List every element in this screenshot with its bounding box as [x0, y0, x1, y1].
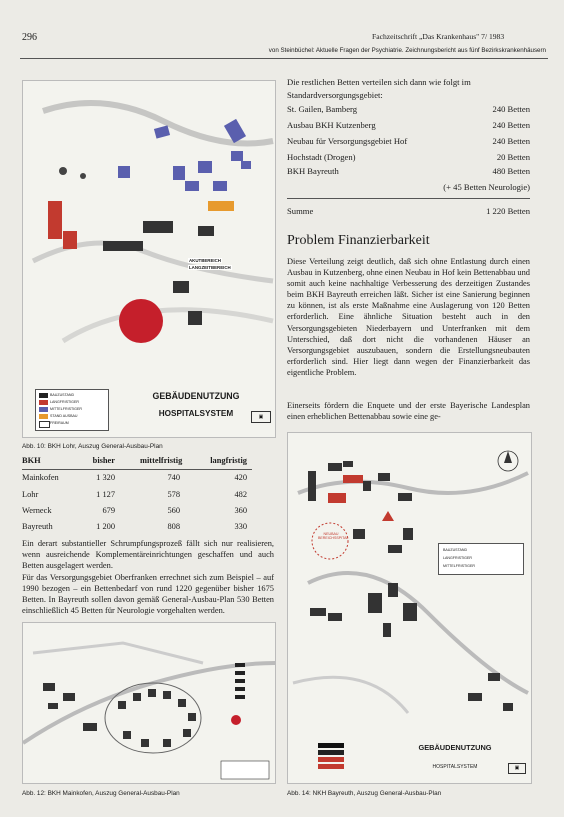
journal-title: Fachzeitschrift „Das Krankenhaus" 7/ 1983 [372, 32, 505, 41]
stats-header-mittel: mittelfristig [140, 456, 183, 465]
neurology-note: (+ 45 Betten Neurologie) [443, 182, 530, 192]
lohr-logo-icon: ▣ [251, 411, 271, 423]
lohr-label-langzeit: LANGZEITBEREICH [189, 265, 231, 270]
bed-row: BKH Bayreuth 480 Betten [287, 166, 530, 176]
lohr-legend-item: MITTELFRISTIGER [50, 407, 82, 411]
bed-row: Neubau für Versorgungsgebiet Hof 240 Betten [287, 136, 530, 146]
bayreuth-key-item: BAUZUSTAND [443, 548, 468, 552]
mainkofen-site-map [23, 623, 275, 783]
lohr-site-map [23, 81, 275, 437]
lohr-title: GEBÄUDENUTZUNG [152, 391, 240, 401]
figure-mainkofen-plan [22, 622, 276, 784]
lohr-label-akut: AKUTBEREICH [189, 258, 221, 263]
stats-rule [22, 469, 252, 470]
header-rule [20, 58, 548, 59]
lohr-legend-item: LANGFRISTIGER [50, 400, 79, 404]
lohr-legend [35, 389, 109, 431]
article-subtitle: von Steinbüchel: Aktuelle Fragen der Psychiatrie. Zeichnungsbericht aus fünf Bezirkskrankenhäusern [268, 47, 546, 54]
right-paragraph-2: Einerseits fördern die Enquete und der erste Bayerische Landesplan einen erheblichen Bettenabbau sowie eine ge- [287, 401, 530, 422]
stats-header-bkh: BKH [22, 456, 41, 465]
bayreuth-subtitle: HOSPITALSYSTEM [432, 764, 478, 770]
bayreuth-key-item: LANGFRISTIGER [443, 556, 472, 560]
bayreuth-key-item: MITTELFRISTIGER [443, 564, 475, 568]
bayreuth-circle-label: NEUBAU BEREICHSSPITAL [318, 532, 349, 540]
bed-row: Ausbau BKH Kutzenberg 240 Betten [287, 120, 530, 130]
bayreuth-title-box [410, 743, 500, 777]
bed-row: St. Gailen, Bamberg 240 Betten [287, 104, 530, 114]
table-row: Mainkofen [22, 473, 59, 482]
bed-row: Hochstadt (Drogen) 20 Betten [287, 152, 530, 162]
lohr-subtitle: HOSPITALSYSTEM [158, 409, 234, 418]
lohr-legend-item: FREIRAUM [50, 421, 69, 425]
left-paragraph-1: Ein derart substantieller Schrumpfungsprozeß fällt sich nur realisieren, wenn ausreichende Komplementäreinrichtungen geschaffen und auch Betten ausgelagert werden. [22, 539, 274, 570]
sum-row: Summe 1 220 Betten [287, 206, 530, 216]
stats-header-lang: langfristig [210, 456, 247, 465]
bed-intro: Die restlichen Betten verteilen sich dann wie folgt im Standardversorgungsgebiet: [287, 77, 471, 100]
sum-rule [287, 198, 530, 199]
figure-mainkofen-caption: Abb. 12: BKH Mainkofen, Auszug General-Ausbau-Plan [22, 790, 180, 797]
table-row: Lohr [22, 490, 39, 499]
bayreuth-logo-icon: ▣ [508, 763, 526, 774]
table-row: Bayreuth [22, 522, 53, 531]
bayreuth-key [438, 543, 524, 575]
page-number: 296 [22, 32, 37, 43]
figure-bayreuth-plan [287, 432, 532, 784]
stats-header-bisher: bisher [92, 456, 115, 465]
lohr-legend-item: BAUZUSTAND [50, 393, 75, 397]
table-row: Werneck [22, 506, 52, 515]
lohr-legend-item: STAND AUSBAU [50, 414, 78, 418]
bayreuth-title: GEBÄUDENUTZUNG [418, 743, 492, 752]
right-paragraph: Diese Verteilung zeigt deutlich, daß sich ohne Entlastung durch einen Ausbau in Kutzenberg, ohne einen Neubau in Hof kein Bettenabbau und somit auch keine nachhaltige Verbesserung des derzeitigen Zustandes beim BKH Bayreuth erreichen läßt. Sicher ist eine Sanierung beginnen zu können, ist als erste Maßnahme eine Auslagerung von 120 Betten erforderlich. Eine ähnliche Situation besteht auch in den Versorgungsgebieten Niederbayern und Unterfranken mit dem Unterschied, daß dort nicht die vorhandenen Häuser an Versorgungsgebiet auszubauen, sondern die Erstellungsneubauten erforderlich sind. Hier liegt dann wegen der Finanzierbarkeit das eigentliche Problem. [287, 257, 530, 377]
bayreuth-legend-swatches [318, 743, 348, 775]
section-heading: Problem Finanzierbarkeit [287, 233, 430, 248]
figure-bayreuth-caption: Abb. 14: NKH Bayreuth, Auszug General-Ausbau-Plan [287, 790, 442, 797]
lohr-title-box [151, 391, 241, 429]
bayreuth-site-map [288, 433, 531, 783]
figure-lohr-caption: Abb. 10: BKH Lohr, Auszug General-Ausbau-Plan [22, 443, 163, 450]
figure-lohr-plan [22, 80, 276, 438]
left-paragraph-2: Für das Versorgungsgebiet Oberfranken errechnet sich zum Beispiel – auf 1990 bezogen – ein Bettenbedarf von rund 1220 gegenüber bisher 1675 Betten. In Bayreuth sollen davon gemäß General-Ausbau-Plan 530 Betten einschließlich 45 Betten für Neurologie vorgehalten werden. [22, 573, 274, 615]
